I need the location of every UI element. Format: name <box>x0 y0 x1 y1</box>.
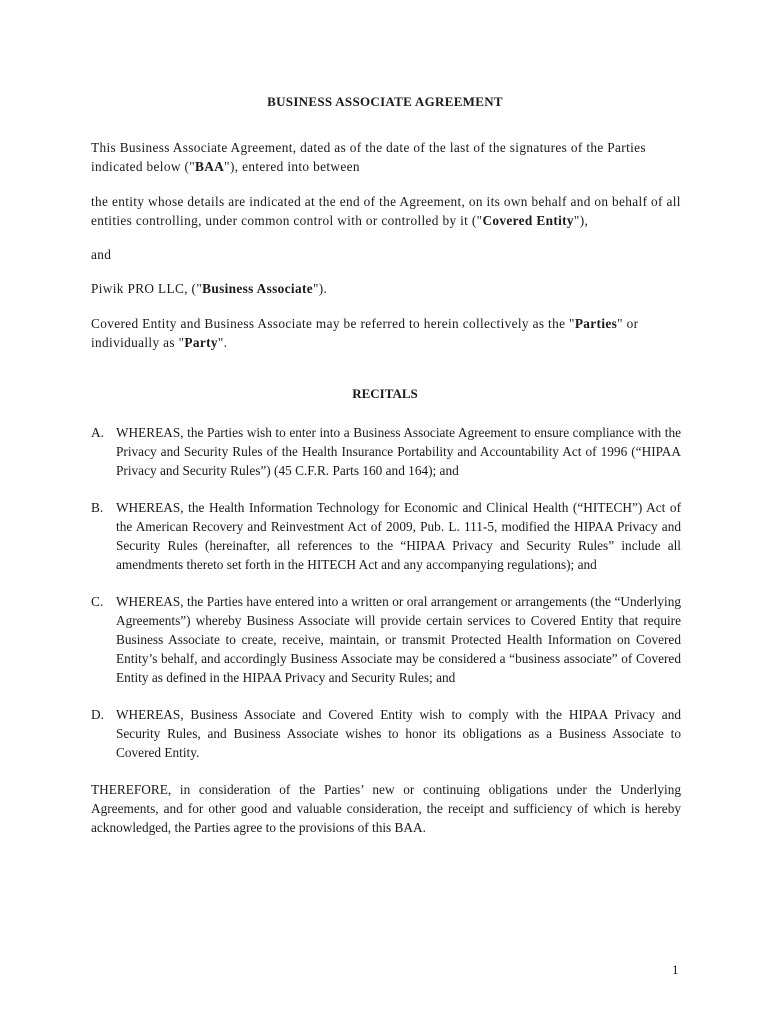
intro-p2-text: the entity whose details are indicated at the end of the Agreement, on its own behalf and on behalf of all entities controlling, under common control with or controlled by it (" <box>91 194 681 228</box>
intro-p2-text-end: "), <box>573 213 589 228</box>
parties-defined-term: Parties <box>574 316 618 331</box>
recital-d <box>91 705 681 762</box>
recital-letter: C. <box>91 594 104 609</box>
intro-p5-text-end: ". <box>217 335 228 350</box>
recital-text: WHEREAS, the Parties have entered into a written or oral arrangement or arrangements (the “Underlying Agreements”) whereby Business Associate will provide certain services to Covered Entity that require Business Associate to create, receive, maintain, or transmit Protected Health Information on Covered Entity’s behalf, and accordingly Business Associate may be considered a “business associate” of Covered Entity as defined in the HIPAA Privacy and Security Rules; and <box>116 594 681 685</box>
document-title: BUSINESS ASSOCIATE AGREEMENT <box>267 94 503 109</box>
intro-p5-text: Covered Entity and Business Associate may be referred to herein collectively as the " <box>91 316 575 331</box>
recital-letter: A. <box>91 425 104 440</box>
covered-entity-defined-term: Covered Entity <box>482 213 574 228</box>
recitals-heading: RECITALS <box>352 386 418 401</box>
intro-p4-text: Piwik PRO LLC, (" <box>91 281 203 296</box>
therefore-paragraph: THEREFORE, in consideration of the Parties’ new or continuing obligations under the Underlying Agreements, and for other good and valuable consideration, the receipt and sufficiency of which is hereby acknowledged, the Parties agree to the provisions of this BAA. <box>91 782 681 835</box>
intro-paragraph-3: and <box>91 247 112 262</box>
page-number: 1 <box>672 962 679 977</box>
intro-paragraph-1 <box>91 138 681 176</box>
intro-p5-text-mid: " or individually as " <box>91 316 639 350</box>
recital-letter: D. <box>91 707 104 722</box>
party-defined-term: Party <box>184 335 218 350</box>
recital-b <box>91 498 681 574</box>
intro-paragraph-4 <box>91 279 681 298</box>
recital-text: WHEREAS, the Health Information Technology for Economic and Clinical Health (“HITECH”) Act of the American Recovery and Reinvestment Act of 2009, Pub. L. 111-5, modified the HIPAA Privacy and Security Rules (hereinafter, all references to the “HIPAA Privacy and Security Rules” include all amendments thereto set forth in the HITECH Act and any accompanying regulations); and <box>116 500 681 572</box>
intro-paragraph-2 <box>91 192 681 230</box>
intro-p1-text: This Business Associate Agreement, dated as of the date of the last of the signatures of the Parties indicated below (" <box>91 140 646 174</box>
intro-paragraph-5 <box>91 314 681 352</box>
recital-text: WHEREAS, the Parties wish to enter into a Business Associate Agreement to ensure compliance with the Privacy and Security Rules of the Health Insurance Portability and Accountability Act of 1996 (“HIPAA Privacy and Security Rules”) (45 C.F.R. Parts 160 and 164); and <box>116 425 681 478</box>
recital-c <box>91 592 681 687</box>
intro-p1-text-end: "), entered into between <box>224 159 360 174</box>
recital-text: WHEREAS, Business Associate and Covered Entity wish to comply with the HIPAA Privacy and Security Rules, and Business Associate wishes to honor its obligations as a Business Associate to Covered Entity. <box>116 707 681 760</box>
business-associate-defined-term: Business Associate <box>202 281 313 296</box>
recital-letter: B. <box>91 500 104 515</box>
baa-defined-term: BAA <box>195 159 225 174</box>
recital-a <box>91 423 681 480</box>
intro-p4-text-end: "). <box>312 281 328 296</box>
